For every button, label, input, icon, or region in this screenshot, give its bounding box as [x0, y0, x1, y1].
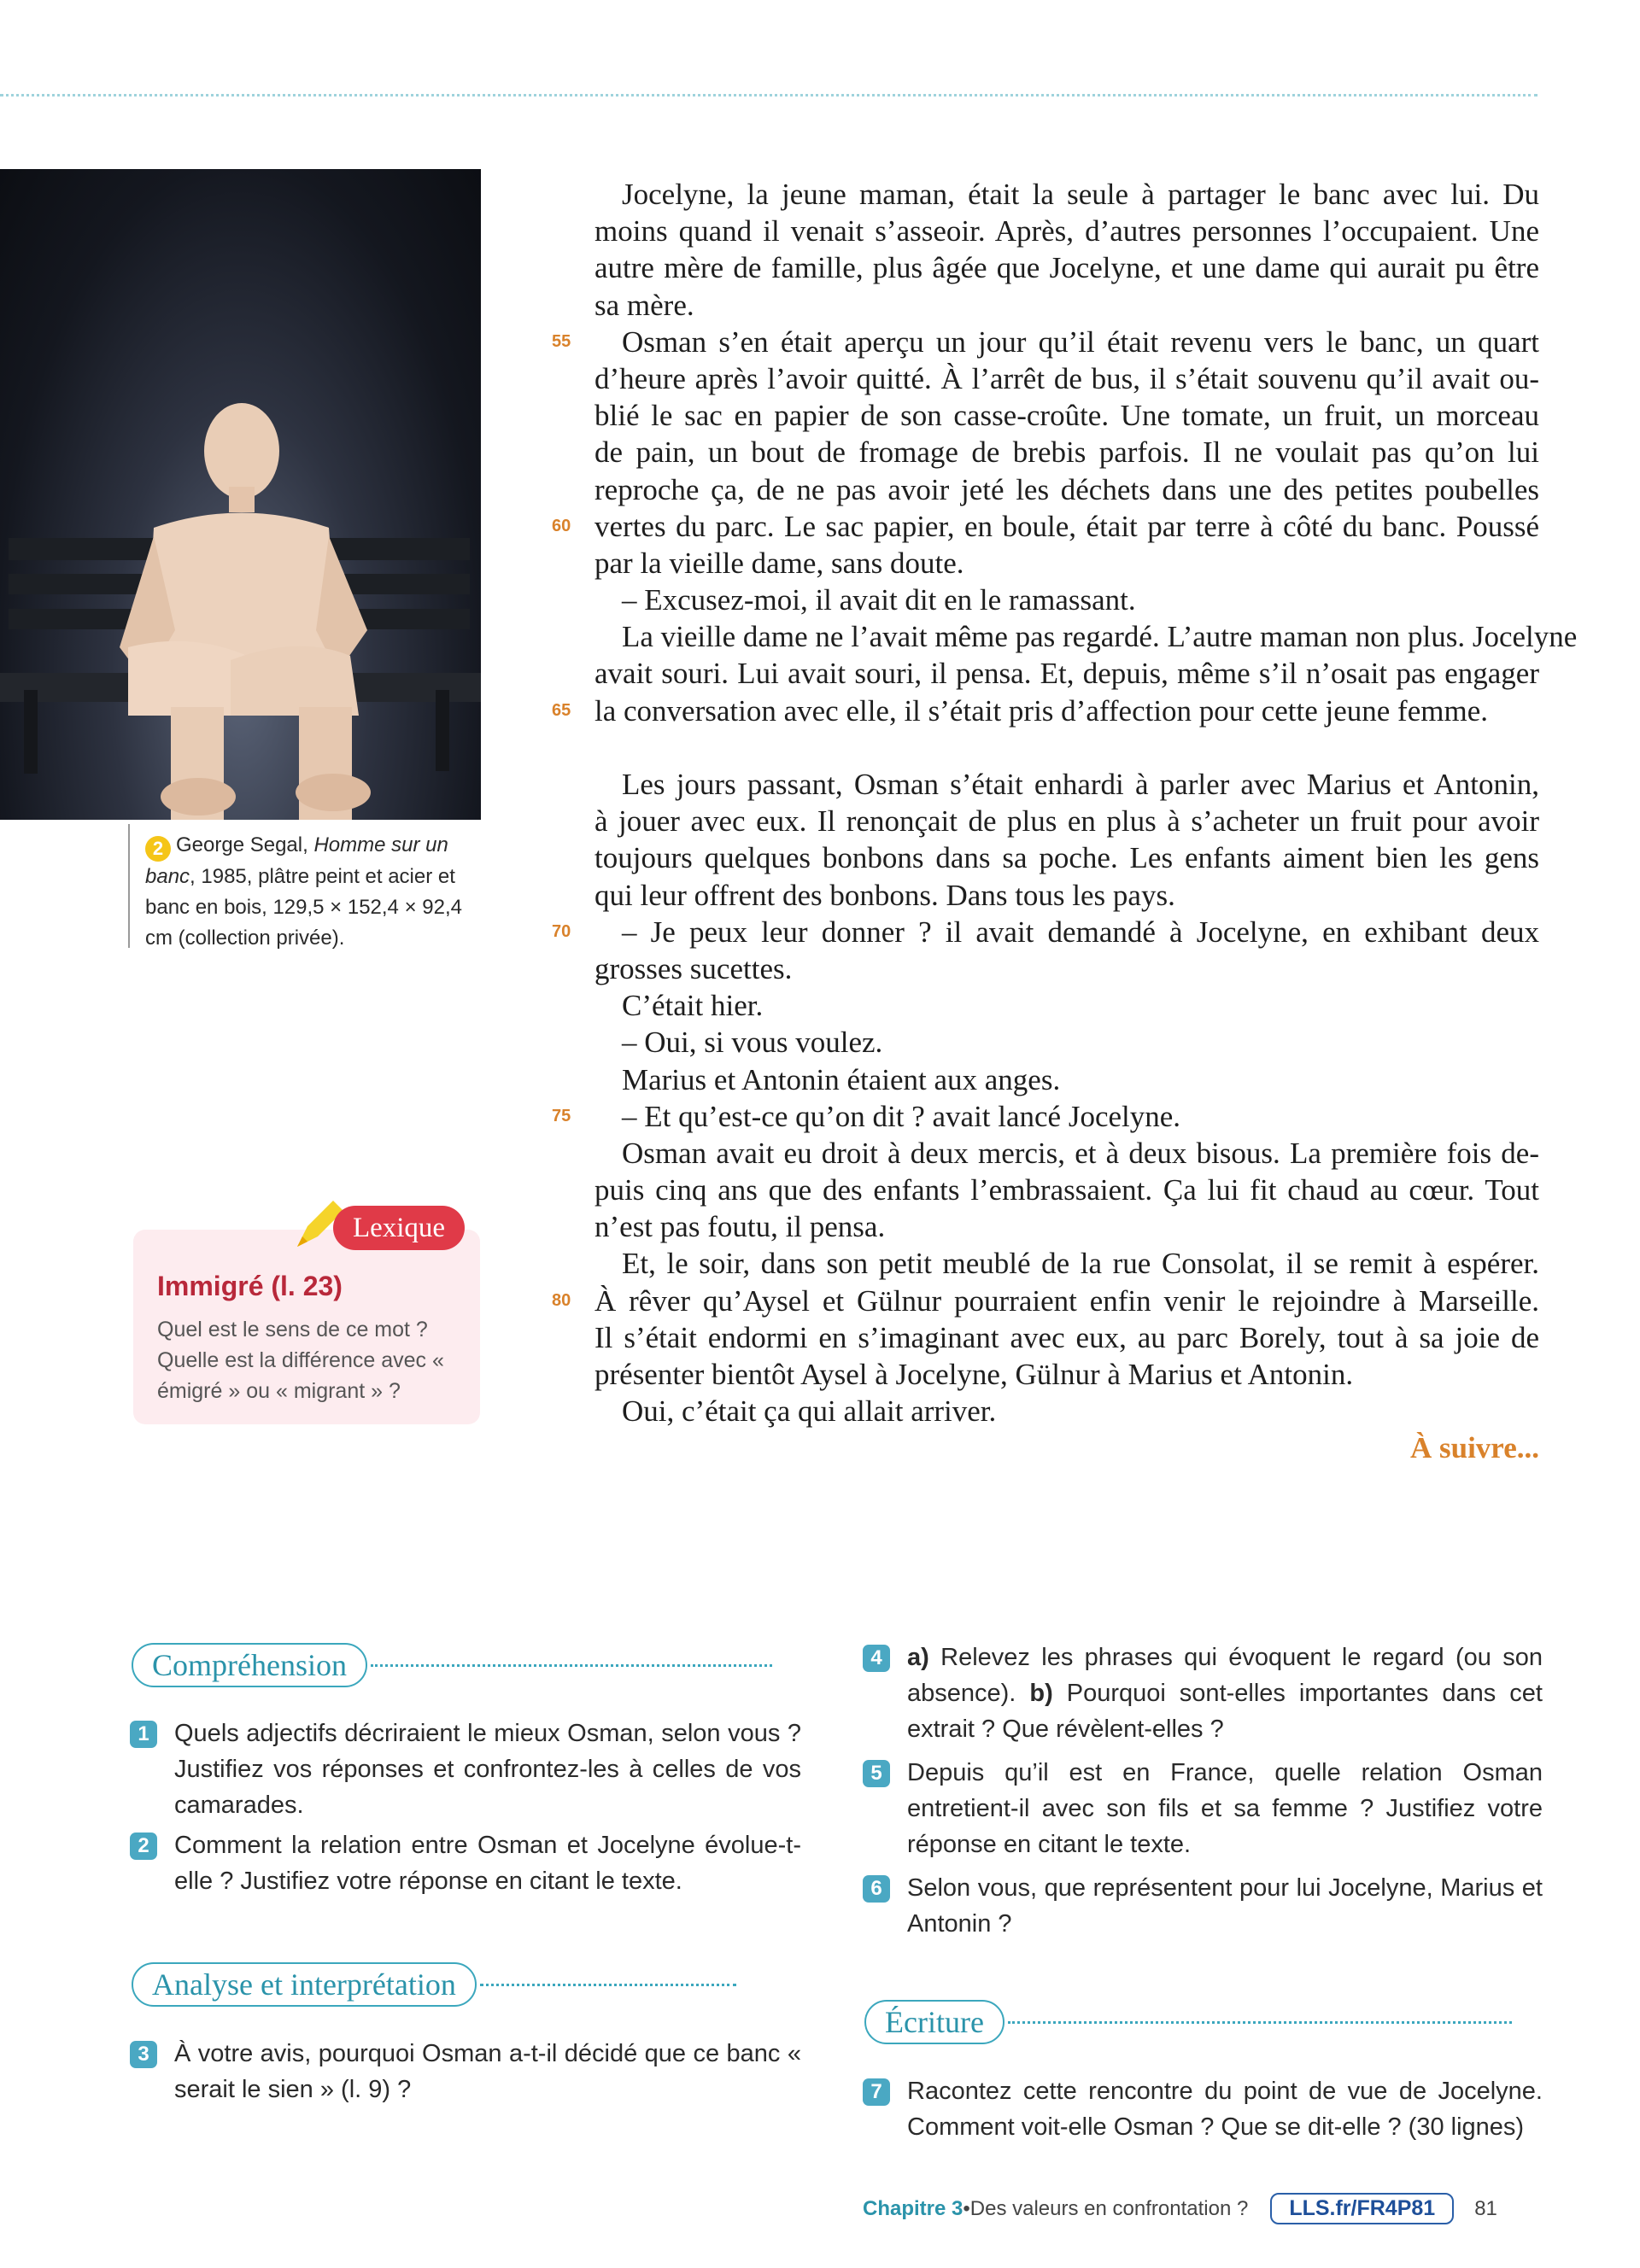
lexique-title: Immigré (l. 23) — [157, 1271, 343, 1301]
section-title: Analyse et interprétation — [132, 1962, 477, 2007]
story-line-text: toujours quelques bonbons dans sa poche. Les enfants aiment bien les gens — [594, 841, 1539, 875]
question-text: Selon vous, que représentent pour lui Jocelyne, Marius et Antonin ? — [907, 1874, 1543, 1938]
story-line — [594, 618, 1578, 655]
story-line — [594, 877, 1539, 914]
story-line-text: Les jours passant, Osman s’était enhardi à parler avec Marius et Antonin, — [622, 768, 1539, 801]
story-line — [594, 213, 1539, 249]
story-line-text: Jocelyne, la jeune maman, était la seule à partager le banc avec lui. Du — [622, 178, 1539, 211]
caption-rule — [128, 824, 130, 948]
question-text: Quels adjectifs décriraient le mieux Osman, selon vous ? Justifiez vos réponses et confrontez-les à celles de vos camarades. — [174, 1720, 801, 1819]
story-line — [552, 324, 1539, 360]
question-text: Depuis qu’il est en France, quelle relation Osman entretient-il avec son fils et sa femme ? Justifiez votre réponse en citant le texte. — [907, 1759, 1543, 1858]
story-line — [552, 1098, 1539, 1135]
story-line — [594, 471, 1539, 508]
page-number: 81 — [1474, 2196, 1497, 2220]
story-line — [594, 1024, 1539, 1061]
question-2 — [138, 1827, 801, 1899]
story-line-text: autre mère de famille, plus âgée que Jocelyne, et une dame qui aurait pu être — [594, 251, 1539, 285]
question-part-b-label: b) — [1029, 1680, 1053, 1707]
story-line-text: – Et qu’est-ce qu’on dit ? avait lancé Jocelyne. — [622, 1099, 1181, 1133]
story-line — [594, 1393, 1539, 1429]
caption-artist: George Segal, — [176, 833, 314, 856]
story-line-text: la conversation avec elle, il s’était pris d’affection pour cette jeune femme. — [594, 693, 1488, 728]
question-number: 4 — [863, 1645, 890, 1672]
section-title: Compréhension — [132, 1643, 367, 1687]
story-line — [594, 1135, 1539, 1172]
question-part-b-text: Pourquoi sont-elles importantes dans cet extrait ? Que révèlent-elles ? — [907, 1680, 1543, 1743]
story-line — [594, 950, 1539, 987]
question-5 — [870, 1755, 1543, 1862]
footer-link[interactable]: LLS.fr/FR4P81 — [1270, 2193, 1454, 2224]
story-line — [594, 545, 1539, 582]
story-line — [594, 287, 1539, 324]
story-line — [552, 1283, 1539, 1319]
question-number: 6 — [863, 1875, 890, 1903]
story-line — [594, 1061, 1539, 1098]
story-line — [594, 1172, 1539, 1208]
question-number: 2 — [130, 1833, 157, 1860]
question-number: 5 — [863, 1760, 890, 1787]
story-line — [552, 914, 1539, 950]
section-analyse — [132, 1962, 736, 2007]
question-number: 3 — [130, 2041, 157, 2068]
story-line-text: Il s’était endormi en s’imaginant avec eux, au parc Borely, tout à sa joie de — [594, 1320, 1539, 1354]
to-be-continued: À suivre... — [1409, 1431, 1539, 1465]
story-line-text: – Excusez-moi, il avait dit en le ramassant. — [622, 583, 1136, 617]
question-text: À votre avis, pourquoi Osman a-t-il décidé que ce banc « serait le sien » (l. 9) ? — [174, 2040, 801, 2103]
story-text — [552, 176, 1578, 1467]
line-number: 65 — [552, 700, 571, 720]
section-ecriture — [864, 2000, 1512, 2044]
story-line-text: n’est pas foutu, il pensa. — [594, 1210, 886, 1244]
story-line-text: Osman s’en était aperçu un jour qu’il était revenu vers le banc, un quart — [622, 324, 1539, 359]
story-line-text: de pain, un bout de fromage de brebis parfois. Il ne voulait pas qu’on lui — [594, 435, 1539, 470]
story-line-text: La vieille dame ne l’avait même pas regardé. L’autre maman non plus. Jocelyne — [622, 620, 1578, 654]
story-line — [594, 839, 1539, 876]
footer-chapter-title: Des valeurs en confrontation ? — [969, 2196, 1249, 2220]
story-line-text: Marius et Antonin étaient aux anges. — [622, 1062, 1061, 1096]
story-line-text: reproche ça, de ne pas avoir jeté les déchets dans une des petites poubelles — [594, 472, 1539, 506]
story-line — [594, 1356, 1539, 1393]
story-line-text: sa mère. — [594, 288, 694, 322]
story-line-text: – Je peux leur donner ? il avait demandé à Jocelyne, en exhibant deux — [622, 915, 1539, 949]
story-line — [594, 655, 1539, 692]
story-line — [594, 434, 1539, 471]
story-line — [594, 249, 1539, 286]
story-line-text: par la vieille dame, sans doute. — [594, 546, 964, 580]
question-3 — [138, 2036, 801, 2107]
question-number: 7 — [863, 2078, 890, 2106]
story-line — [552, 693, 1539, 729]
story-line-text: à jouer avec eux. Il renonçait de plus en plus à s’acheter un fruit pour avoir — [594, 804, 1539, 839]
page-footer — [863, 2193, 1546, 2224]
question-1 — [138, 1716, 801, 1823]
story-line-text: puis cinq ans que des enfants l’embrassaient. Ça lui fit chaud au cœur. Tout — [594, 1173, 1539, 1207]
story-line — [594, 1319, 1539, 1356]
story-line-text: blié le sac en papier de son casse-croûte. Une tomate, un fruit, un morceau — [594, 399, 1539, 433]
story-line-text: avait souri. Lui avait souri, il pensa. Et, depuis, même s’il n’osait pas engager — [594, 657, 1539, 691]
line-number: 80 — [552, 1290, 571, 1310]
story-line — [594, 803, 1539, 839]
story-line-text: d’heure après l’avoir quitté. À l’arrêt de bus, il s’était souvenu qu’il avait ou- — [594, 361, 1539, 395]
story-line-text: – Oui, si vous voulez. — [622, 1026, 883, 1060]
story-line — [594, 1208, 1539, 1245]
question-6 — [870, 1870, 1543, 1942]
question-text: Comment la relation entre Osman et Jocelyne évolue-t-elle ? Justifiez votre réponse en citant le texte. — [174, 1832, 801, 1895]
line-number: 60 — [552, 516, 571, 535]
section-dotted-rule — [1008, 2021, 1512, 2024]
question-part-a-text: Relevez les phrases qui évoquent le regard (ou son absence). — [907, 1644, 1543, 1707]
story-line — [594, 176, 1539, 213]
story-line — [594, 1245, 1539, 1282]
question-4 — [870, 1640, 1543, 1747]
footer-separator: • — [963, 2196, 970, 2220]
lexique-tag: Lexique — [333, 1206, 465, 1250]
story-line — [594, 360, 1539, 397]
question-7 — [870, 2073, 1543, 2145]
section-comprehension — [132, 1643, 772, 1687]
question-number: 1 — [130, 1721, 157, 1748]
story-line-text: vertes du parc. Le sac papier, en boule, était par terre à côté du banc. Poussé — [594, 509, 1539, 543]
photo-caption — [145, 830, 487, 954]
story-line-text: présenter bientôt Aysel à Jocelyne, Gülnur à Marius et Antonin. — [594, 1358, 1354, 1391]
story-line — [594, 1429, 1539, 1466]
story-line-text: moins quand il venait s’asseoir. Après, d’autres personnes l’occupaient. Une — [594, 214, 1539, 248]
story-line-text: Et, le soir, dans son petit meublé de la rue Consolat, il se remit à espérer. — [622, 1247, 1539, 1281]
story-line — [552, 508, 1539, 545]
story-line — [594, 987, 1539, 1024]
top-dotted-rule — [0, 94, 1538, 96]
story-line — [594, 766, 1539, 803]
footer-chapter: Chapitre 3 — [863, 2196, 964, 2220]
caption-artwork-title: Homme sur un banc — [145, 833, 448, 888]
caption-number-badge: 2 — [145, 836, 171, 862]
question-part-a-label: a) — [907, 1644, 929, 1671]
story-line-text: Osman avait eu droit à deux mercis, et à deux bisous. La première fois de- — [622, 1136, 1539, 1170]
story-line-text: À rêver qu’Aysel et Gülnur pourraient enfin venir le rejoindre à Marseille. — [594, 1283, 1539, 1318]
story-line-text: grosses sucettes. — [594, 951, 793, 985]
story-line — [594, 582, 1539, 618]
story-line-text: qui leur offrent des bonbons. Dans tous les pays. — [594, 878, 1175, 912]
line-number: 70 — [552, 921, 571, 941]
caption-details: , 1985, plâtre peint et acier et banc en bois, 129,5 × 152,4 × 92,4 cm (collection privée). — [145, 865, 462, 950]
story-line-text: C’était hier. — [622, 989, 764, 1023]
story-line — [594, 397, 1539, 434]
line-number: 55 — [552, 331, 571, 351]
section-dotted-rule — [371, 1664, 772, 1667]
sculpture-photo — [0, 169, 481, 820]
section-title: Écriture — [864, 2000, 1004, 2044]
line-number: 75 — [552, 1106, 571, 1125]
question-text: Racontez cette rencontre du point de vue de Jocelyne. Comment voit-elle Osman ? Que se dit-elle ? (30 lignes) — [907, 2078, 1543, 2141]
section-dotted-rule — [480, 1984, 736, 1986]
lexique-text: Quel est le sens de ce mot ? Quelle est la différence avec « émigré » ou « migrant » ? — [157, 1318, 444, 1403]
story-line-text: Oui, c’était ça qui allait arriver. — [622, 1394, 997, 1429]
